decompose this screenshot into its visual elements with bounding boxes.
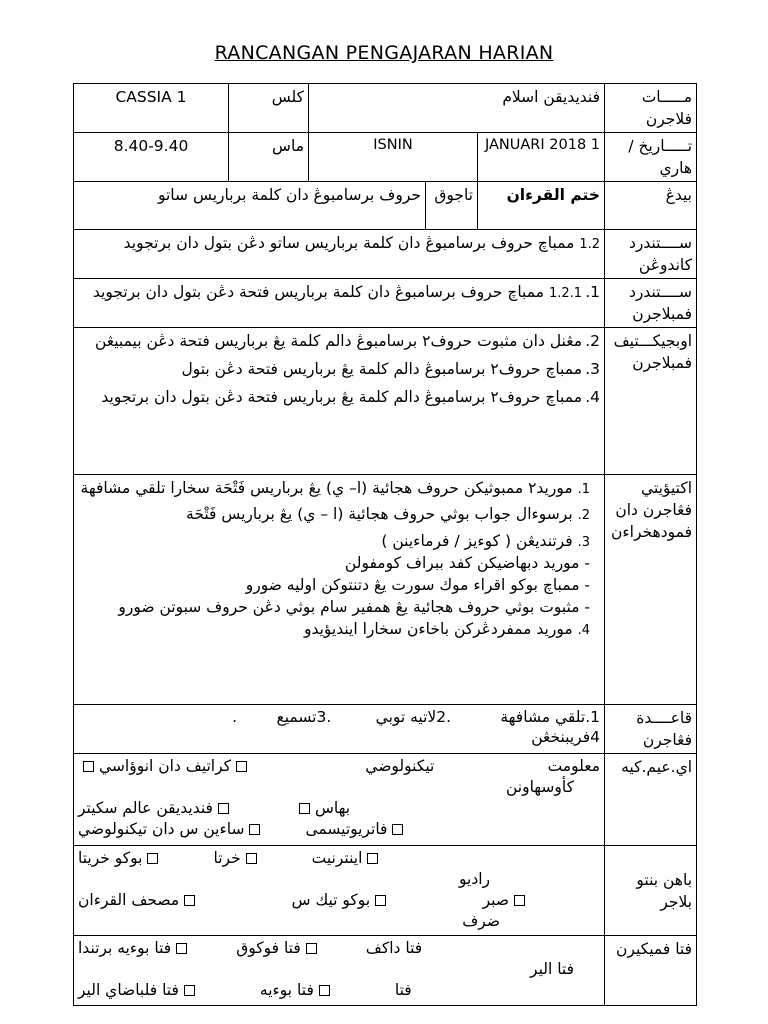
aktiviti-step: 3. فرتنديڠن ( كوءيز / فرماءينن ) — [381, 531, 591, 550]
row-bidang-tajuk — [74, 182, 697, 230]
kaedah-line: 1.تلقي مشافهة .2لاتيه توبي .3تسميع . — [232, 708, 601, 726]
checkbox[interactable] — [319, 985, 330, 996]
sp-marker: 1. — [585, 283, 601, 301]
tajuk-label: تاجوق — [426, 182, 478, 230]
row-pemikiran: فتا بوءيه برتندا فتا فوكوق فتا داكف فتا الير فتا فلباضاي الير فتا بوءيه فتا فتا فميكيرن — [74, 936, 697, 1006]
emk-label: اي.عيم.كيه — [605, 754, 697, 846]
time-value: 8.40-9.40 — [74, 133, 229, 182]
sk-label: ســــتندرد كاندوڠن — [605, 230, 697, 279]
checkbox[interactable] — [249, 824, 260, 835]
checkbox[interactable] — [367, 853, 378, 864]
class-label: كلس — [229, 84, 309, 133]
sk-number: 1.2 — [579, 237, 601, 252]
checkbox[interactable] — [176, 943, 187, 954]
sp-text: ممباچ حروف برسامبوڠ دان كلمة برباريس فتحة دڠن بتول دان برتجويد — [92, 283, 544, 301]
checkbox[interactable] — [184, 895, 195, 906]
sp-number: 1.2.1 — [548, 286, 583, 301]
aktiviti-step: 4. موريد ممفردڠركن باخاءن سخارا اينديؤيدو — [303, 620, 591, 639]
kaedah-label: قاعــــدة فڠاجرن — [605, 705, 697, 754]
tajuk-value: حروف برسامبوڠ دان كلمة برباريس ساتو — [74, 182, 426, 230]
time-label: ماس — [229, 133, 309, 182]
day-value: ISNIN — [309, 133, 478, 182]
row-aktiviti — [74, 475, 697, 705]
aktiviti-step: 1. موريد٢ ممبوثيكن حروف هجائية (ا– ي) يڠ برباريس فَتْحَة سخارا تلقي مشافهة — [80, 479, 591, 497]
aktiviti-substep: - موريد دبهاضيكن كفد ببراف كومفولن — [344, 554, 591, 573]
sk-text: ممباچ حروف برسامبوڠ دان كلمة برباريس ساتو دڠن بتول دان برتجويد — [123, 234, 575, 252]
date-label: تـــــاريخ /هاري — [605, 133, 697, 182]
checkbox[interactable] — [246, 853, 257, 864]
checkbox[interactable] — [375, 895, 386, 906]
checkbox[interactable] — [236, 761, 247, 772]
checkbox[interactable] — [392, 824, 403, 835]
row-time-date — [74, 133, 697, 182]
lesson-plan-table — [73, 83, 697, 1006]
aktiviti-substep: - مثبوت بوثي حروف هجائية يڠ همفير سام بوثي دڠن حروف سبوتن ضورو — [118, 598, 591, 617]
objektif-item-text: ممباچ حروف٢ برسامبوڠ دالم كلمة يڠ برباريس فتحة دڠن بتول — [181, 360, 583, 378]
date-value: 1 JANUARI 2018 — [478, 133, 605, 182]
row-standard-kandungan — [74, 230, 697, 279]
row-class-subject — [74, 84, 697, 133]
row-kaedah — [74, 705, 697, 754]
checkbox[interactable] — [147, 853, 158, 864]
subject-value: فنديديقن اسلام — [309, 84, 605, 133]
objektif-item: 4. ممباچ حروف٢ برسامبوڠ دالم كلمة يڠ برباريس فتحة دڠن بتول دان برتجويد — [101, 388, 601, 406]
aktiviti-step: 2. برسوءال جواب بوثي حروف هجائية (ا – ي) يڠ برباريس فَتْحَة — [186, 505, 591, 524]
kaedah-line: 4فريبنخڠن — [531, 728, 601, 747]
checkbox[interactable] — [514, 895, 525, 906]
checkbox[interactable] — [299, 803, 310, 814]
objektif-item: 3. ممباچ حروف٢ برسامبوڠ دالم كلمة يڠ برباريس فتحة دڠن بتول — [181, 360, 601, 378]
pemikiran-label: فتا فميكيرن — [605, 936, 697, 1006]
objektif-label: اوبجيكـــتيف فمبلاجرن — [605, 328, 697, 475]
objektif-item: 2. مڠنل دان مثبوت حروف٢ برسامبوڠ دالم كلمة يڠ برباريس فتحة دڠن بيمبيڠن — [94, 332, 601, 350]
objektif-item-text: ممباچ حروف٢ برسامبوڠ دالم كلمة يڠ برباريس فتحة دڠن بتول دان برتجويد — [101, 388, 583, 406]
page-title: RANCANGAN PENGAJARAN HARIAN — [214, 42, 554, 64]
bidang-value: ختم القرءان — [478, 182, 605, 230]
checkbox[interactable] — [306, 943, 317, 954]
sp-label: ســــتندرد فمبلاجرن — [605, 279, 697, 328]
row-standard-pembelajaran — [74, 279, 697, 328]
objektif-item-text: مڠنل دان مثبوت حروف٢ برسامبوڠ دالم كلمة يڠ برباريس فتحة دڠن بيمبيڠن — [94, 332, 583, 350]
checkbox[interactable] — [184, 985, 195, 996]
class-value: CASSIA 1 — [74, 84, 229, 133]
row-objektif — [74, 328, 697, 475]
bahan-label: باهن بنتو بلاجر — [605, 846, 697, 936]
subject-label: مـــــات فلاجرن — [605, 84, 697, 133]
aktiviti-label: اكتيؤيتي فڠاجرن دان فمودهخراءن — [605, 475, 697, 705]
aktiviti-substep: - ممباچ بوكو اقراء موك سورت يڠ دتنتوكن اوليه ضورو — [245, 576, 591, 595]
row-bahan: بوكو خريتا خرتا اينترنيت راديو مصحف القرءان بوكو تيك س صبر ضرف باهن بنتو بلاجر — [74, 846, 697, 936]
bidang-label: بيدڠ — [605, 182, 697, 230]
checkbox[interactable] — [83, 761, 94, 772]
row-emk: كراتيف دان انوؤاسي تيكنولوضي معلومت كأوسهاونن فنديديقن عالم سكيتر بهاس ساءين س دان تيكنولوضي فاتريوتيسمى اي.عيم.كيه — [74, 754, 697, 846]
checkbox[interactable] — [218, 803, 229, 814]
